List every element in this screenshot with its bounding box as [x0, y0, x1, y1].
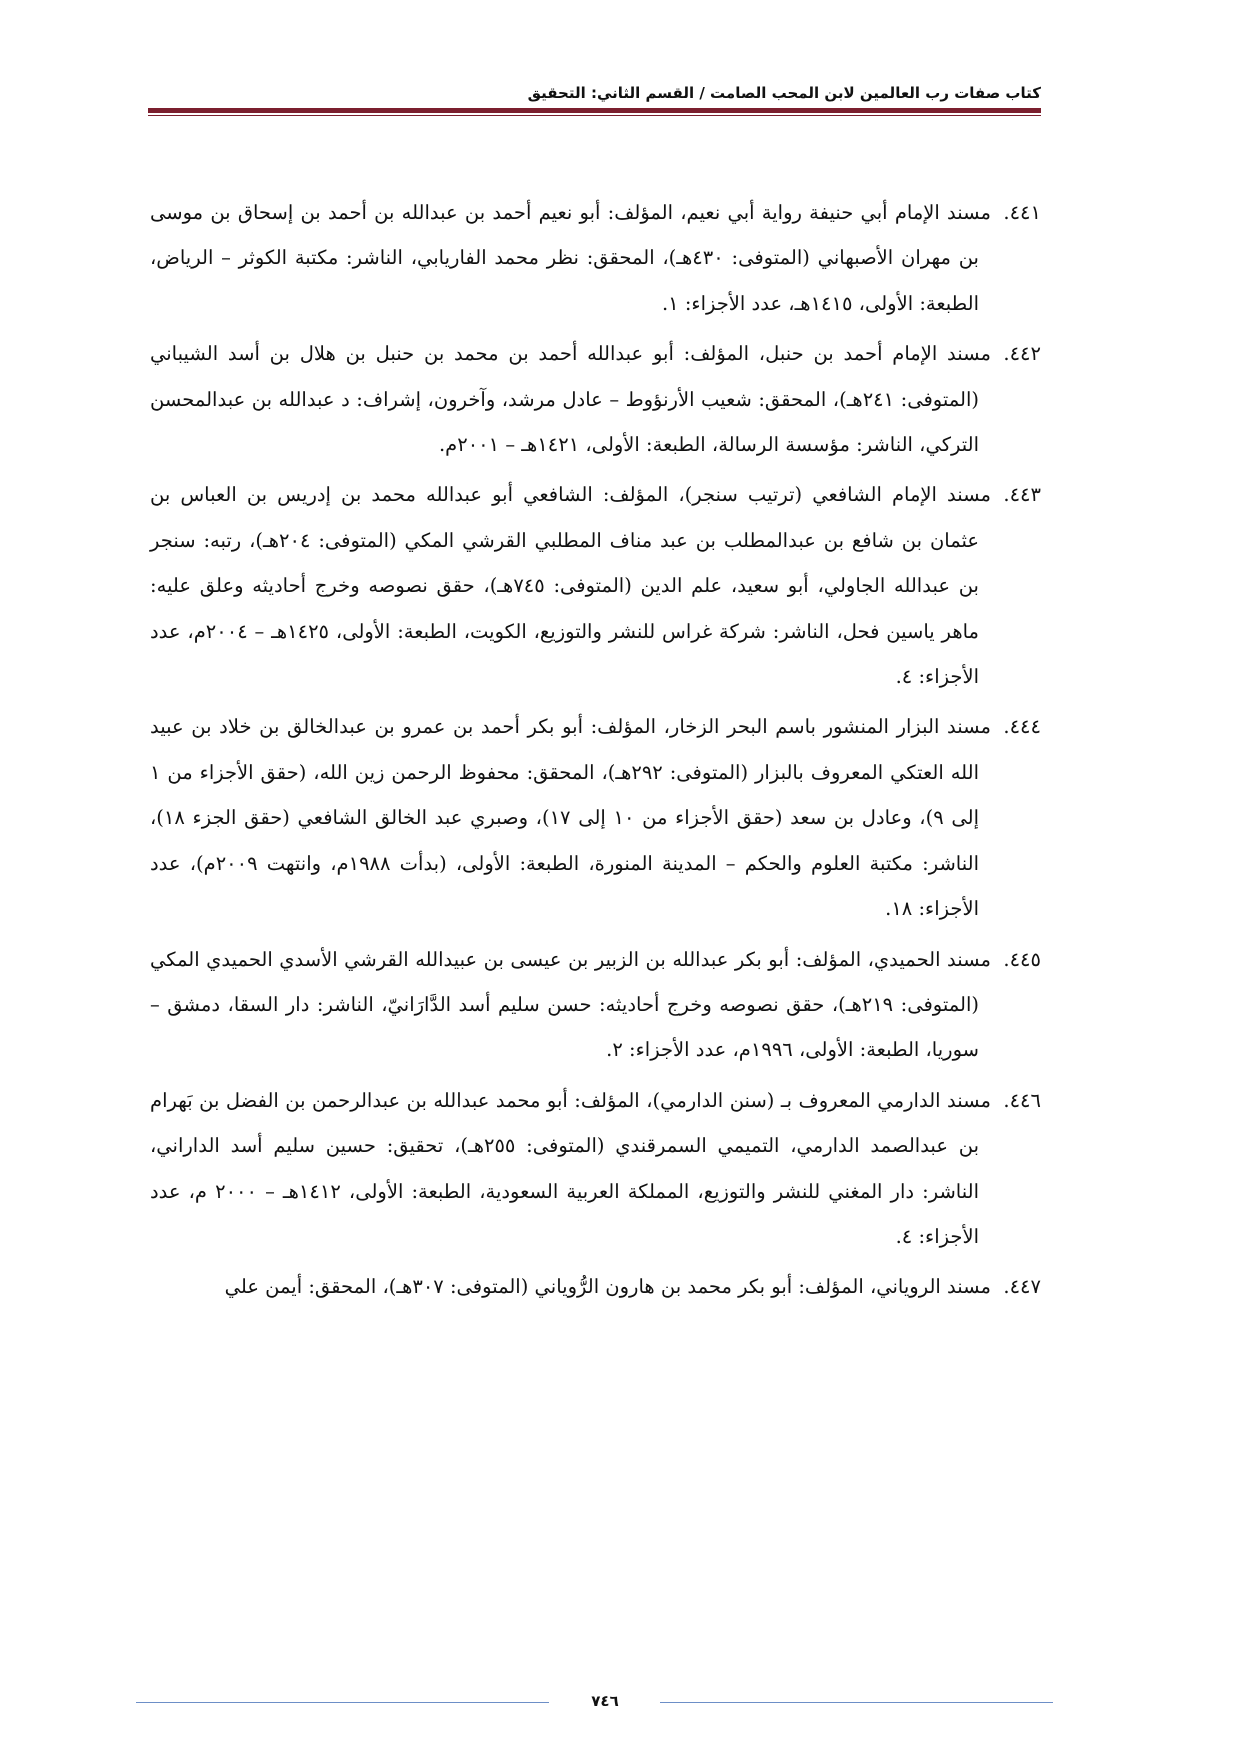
bibliography-entry-445: [150, 937, 1041, 1073]
running-header-title: كتاب صفات رب العالمين لابن المحب الصامت / القسم الثاني: التحقيق: [527, 84, 1041, 102]
header-rule-thick: [148, 108, 1041, 113]
entry-number: ٤٤٧.: [1003, 1275, 1041, 1299]
bibliography-entry-447: [150, 1264, 1041, 1309]
footer-rule-right: [660, 1702, 1053, 1703]
bibliography-entry-444: [150, 704, 1041, 931]
entry-text: مسند الحميدي، المؤلف: أبو بكر عبدالله بن الزبير بن عيسى بن عبيدالله القرشي الأسدي الحميدي المكي (المتوفى: ٢١٩هـ)، حقق نصوصه وخرج أحاديثه: حسن سليم أسد الدَّارَانيّ، الناشر: دار السقا، دمشق – سوريا، الطبعة: الأولى، ١٩٩٦م، عدد الأجزاء: ٢.: [150, 947, 991, 1062]
entry-number: ٤٤٣.: [1003, 483, 1041, 507]
entry-text: مسند البزار المنشور باسم البحر الزخار، المؤلف: أبو بكر أحمد بن عمرو بن عبدالخالق بن خلاد بن عبيد الله العتكي المعروف بالبزار (المتوفى: ٢٩٢هـ)، المحقق: محفوظ الرحمن زين الله، (حقق الأجزاء من ١ إلى ٩)، وعادل بن سعد (حقق الأجزاء من ١٠ إلى ١٧)، وصبري عبد الخالق الشافعي (حقق الجزء ١٨)، الناشر: مكتبة العلوم والحكم – المدينة المنورة، الطبعة: الأولى، (بدأت ١٩٨٨م، وانتهت ٢٠٠٩م)، عدد الأجزاء: ١٨.: [150, 715, 991, 921]
header-rule-thin: [148, 115, 1041, 116]
entry-number: ٤٤٤.: [1003, 715, 1041, 739]
entry-text: مسند الدارمي المعروف بـ (سنن الدارمي)، المؤلف: أبو محمد عبدالله بن عبدالرحمن بن الفضل بن بَهرام بن عبدالصمد الدارمي، التميمي السمرقندي (المتوفى: ٢٥٥هـ)، تحقيق: حسين سليم أسد الداراني، الناشر: دار المغني للنشر والتوزيع، المملكة العربية السعودية، الطبعة: الأولى، ١٤١٢هـ – ٢٠٠٠ م، عدد الأجزاء: ٤.: [150, 1088, 991, 1248]
entry-number: ٤٤١.: [1003, 201, 1041, 224]
entry-number: ٤٤٢.: [1003, 342, 1041, 366]
bibliography-entry-441: [150, 190, 1041, 326]
bibliography-entry-446: [150, 1078, 1041, 1260]
bibliography-entry-443: [150, 472, 1041, 699]
bibliography-entry-442: [150, 331, 1041, 467]
entry-text: مسند الإمام أبي حنيفة رواية أبي نعيم، المؤلف: أبو نعيم أحمد بن عبدالله بن أحمد بن إسحاق بن موسى بن مهران الأصبهاني (المتوفى: ٤٣٠هـ)، المحقق: نظر محمد الفاريابي، الناشر: مكتبة الكوثر – الرياض، الطبعة: الأولى، ١٤١٥هـ، عدد الأجزاء: ١.: [150, 201, 991, 315]
entry-number: ٤٤٦.: [1003, 1088, 1041, 1112]
page-number: ٧٤٦: [591, 1692, 619, 1710]
entry-number: ٤٤٥.: [1003, 947, 1041, 971]
entry-text: مسند الإمام أحمد بن حنبل، المؤلف: أبو عبدالله أحمد بن محمد بن حنبل بن هلال بن أسد الشيباني (المتوفى: ٢٤١هـ)، المحقق: شعيب الأرنؤوط – عادل مرشد، وآخرون، إشراف: د عبدالله بن عبدالمحسن التركي، الناشر: مؤسسة الرسالة، الطبعة: الأولى، ١٤٢١هـ – ٢٠٠١م.: [150, 342, 991, 457]
entry-text: مسند الإمام الشافعي (ترتيب سنجر)، المؤلف: الشافعي أبو عبدالله محمد بن إدريس بن العباس بن عثمان بن شافع بن عبدالمطلب بن عبد مناف المطلبي القرشي المكي (المتوفى: ٢٠٤هـ)، رتبه: سنجر بن عبدالله الجاولي، أبو سعيد، علم الدين (المتوفى: ٧٤٥هـ)، حقق نصوصه وخرج أحاديثه وعلق عليه: ماهر ياسين فحل، الناشر: شركة غراس للنشر والتوزيع، الكويت، الطبعة: الأولى، ١٤٢٥هـ – ٢٠٠٤م، عدد الأجزاء: ٤.: [150, 483, 991, 689]
footer-rule-left: [136, 1702, 549, 1703]
bibliography-list: [150, 190, 1041, 1315]
entry-text: مسند الروياني، المؤلف: أبو بكر محمد بن هارون الرُّوياني (المتوفى: ٣٠٧هـ)، المحقق: أيمن علي: [224, 1275, 991, 1299]
